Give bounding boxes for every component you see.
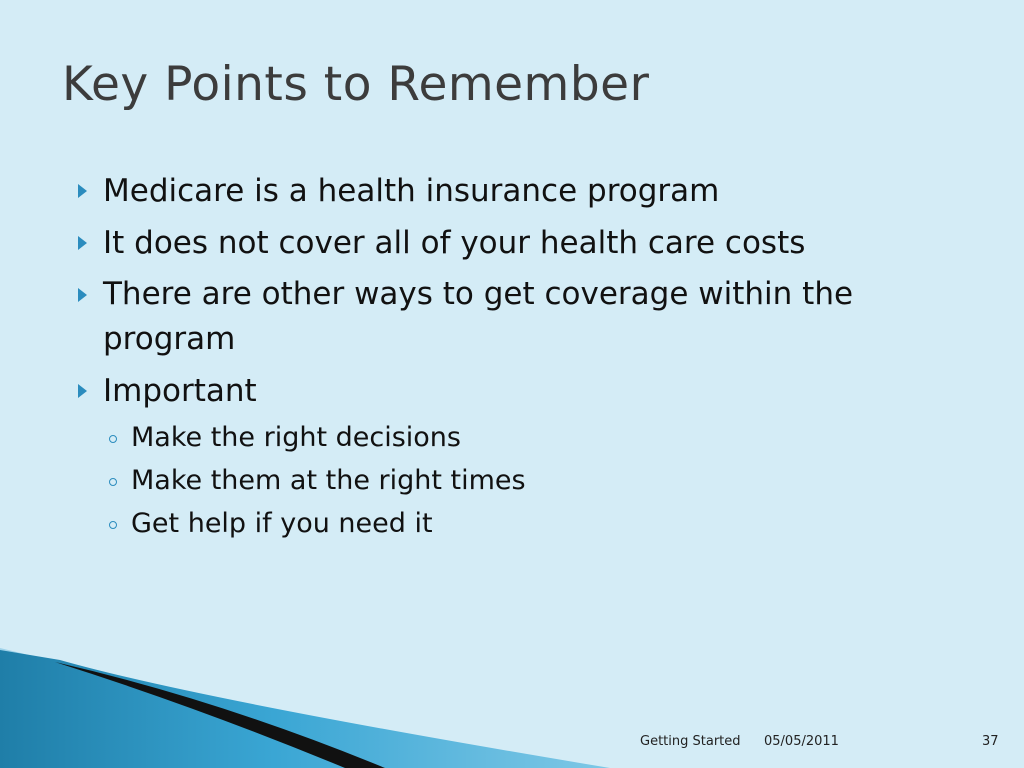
sub-bullet-text: Make the right decisions <box>131 422 461 453</box>
slide-title: Key Points to Remember <box>62 57 650 112</box>
bullet-text: Medicare is a health insurance program <box>103 173 720 209</box>
bullet-item <box>78 220 958 266</box>
sub-bullet-item <box>103 459 958 502</box>
sub-bullet-item <box>103 502 958 545</box>
sub-bullet-list <box>103 416 958 545</box>
bullet-text: Important <box>103 373 257 409</box>
footer-title: Getting Started <box>640 734 741 749</box>
arrow-bullet-icon <box>78 384 87 398</box>
slide-number: 37 <box>982 734 999 749</box>
bullet-list <box>78 168 958 551</box>
sub-bullet-text: Get help if you need it <box>131 508 433 539</box>
footer-date: 05/05/2011 <box>764 734 839 749</box>
circle-bullet-icon <box>109 435 117 443</box>
arrow-bullet-icon <box>78 288 87 302</box>
bullet-item <box>78 368 958 545</box>
bullet-text: There are other ways to get coverage within the program <box>103 276 854 357</box>
sub-bullet-item <box>103 416 958 459</box>
bullet-item <box>78 272 958 362</box>
bullet-text: It does not cover all of your health care costs <box>103 225 806 261</box>
circle-bullet-icon <box>109 478 117 486</box>
bullet-item <box>78 168 958 214</box>
sub-bullet-text: Make them at the right times <box>131 465 526 496</box>
arrow-bullet-icon <box>78 184 87 198</box>
circle-bullet-icon <box>109 521 117 529</box>
arrow-bullet-icon <box>78 236 87 250</box>
